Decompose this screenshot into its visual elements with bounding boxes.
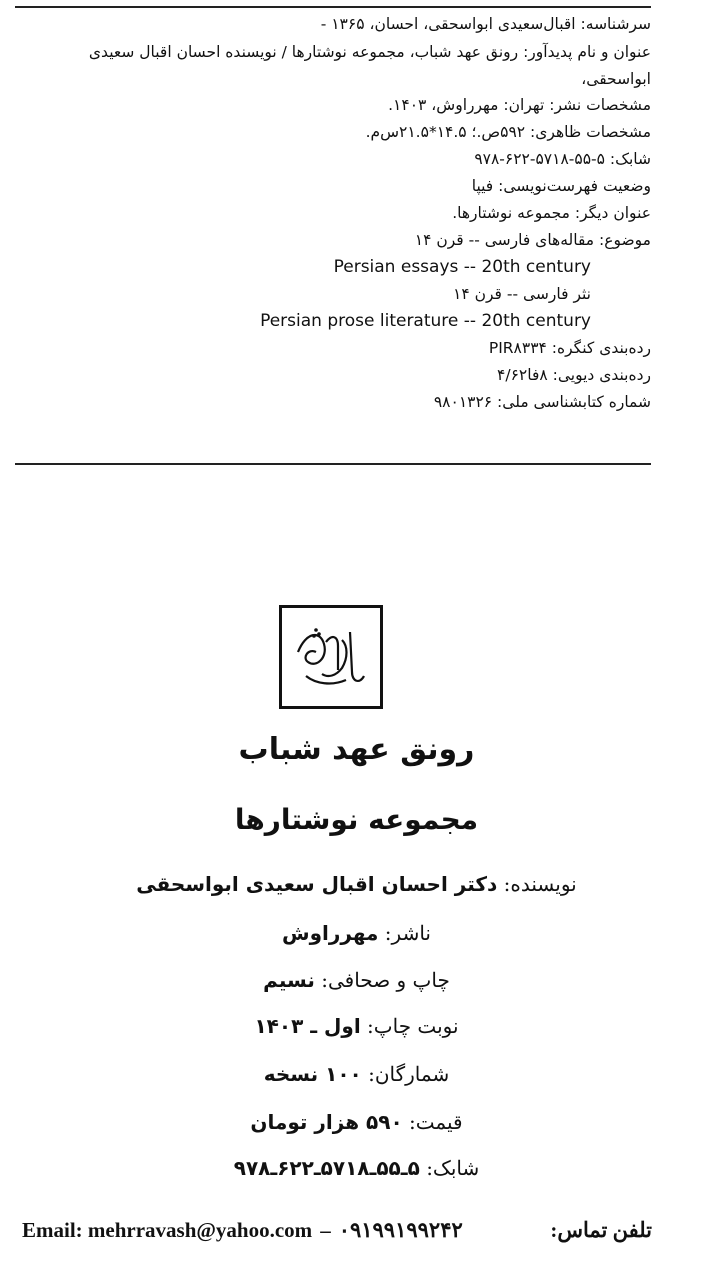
imprint-publisher — [0, 921, 713, 945]
cip-lc-class: رده‌بندی کنگره: PIR۸۳۳۴ — [488, 339, 651, 357]
print-label: چاپ و صحافی: — [321, 968, 450, 992]
cip-status: وضعیت فهرست‌نویسی: فیپا — [471, 177, 651, 195]
phone-number: ۰۹۱۹۹۱۹۹۲۴۲ — [338, 1218, 463, 1242]
print-value: نسیم — [263, 968, 315, 992]
cip-physical: مشخصات ظاهری: ۵۹۲ص.؛ ۱۴.۵*۲۱.۵س‌م. — [365, 123, 651, 141]
cip-publication: مشخصات نشر: تهران: مهرراوش، ۱۴۰۳. — [388, 96, 651, 114]
cip-main-entry: سرشناسه: اقبال‌سعیدی ابواسحقی، احسان، ۱۳۶۵ - — [320, 15, 651, 33]
isbn-value: ۵ـ۵۵ـ۵۷۱۸ـ۶۲۲ـ۹۷۸ — [233, 1156, 420, 1180]
price-label: قیمت: — [409, 1110, 463, 1134]
imprint-printing — [0, 968, 713, 992]
publisher-logo-icon — [286, 612, 376, 702]
cip-subject-2-en: Persian prose literature -- 20th century — [260, 311, 591, 331]
cip-national-number: شماره کتابشناسی ملی: ۹۸۰۱۳۲۶ — [433, 393, 651, 411]
isbn-label: شابک: — [426, 1156, 480, 1180]
cip-dewey-class: رده‌بندی دیویی: ۸فا۴/۶۲ — [497, 366, 651, 384]
copies-label: شمارگان: — [368, 1062, 450, 1086]
price-value: ۵۹۰ هزار تومان — [250, 1110, 403, 1134]
cip-isbn: شابک: ۵-۵۵-۵۷۱۸-۶۲۲-۹۷۸ — [474, 150, 651, 168]
cip-subject-1-en: Persian essays -- 20th century — [333, 257, 591, 277]
author-label: نویسنده: — [503, 872, 577, 896]
imprint-copies — [0, 1062, 713, 1086]
phone-label: تلفن تماس: — [550, 1218, 652, 1242]
edition-value: اول ـ ۱۴۰۳ — [254, 1014, 361, 1038]
cip-subject-2: نثر فارسی -- قرن ۱۴ — [453, 285, 591, 303]
book-subtitle: مجموعه نوشتارها — [234, 803, 479, 836]
imprint-edition — [0, 1014, 713, 1038]
cip-subject-1: موضوع: مقاله‌های فارسی -- قرن ۱۴ — [414, 231, 651, 249]
email-text: Email: mehrravash@yahoo.com — [22, 1218, 313, 1242]
cip-record — [15, 12, 651, 417]
book-title: رونق عهد شباب — [238, 732, 475, 767]
publisher-logo — [279, 605, 383, 709]
cip-title-statement: عنوان و نام پدیدآور: رونق عهد شباب، مجموعه نوشتارها / نویسنده احسان اقبال سعیدی ابواسحقی، — [88, 43, 651, 88]
publisher-label: ناشر: — [384, 921, 431, 945]
top-rule — [15, 6, 651, 8]
contact-line — [22, 1218, 652, 1243]
edition-label: نوبت چاپ: — [367, 1014, 459, 1038]
imprint-author — [0, 872, 713, 896]
cip-other-title: عنوان دیگر: مجموعه نوشتارها. — [452, 204, 651, 222]
contact-separator: – — [320, 1218, 331, 1242]
copies-value: ۱۰۰ نسخه — [263, 1062, 362, 1086]
imprint-isbn — [0, 1156, 713, 1180]
imprint-price — [0, 1110, 713, 1134]
publisher-value: مهرراوش — [282, 921, 379, 945]
bottom-rule — [15, 463, 651, 465]
author-value: دکتر احسان اقبال سعیدی ابواسحقی — [136, 872, 498, 896]
